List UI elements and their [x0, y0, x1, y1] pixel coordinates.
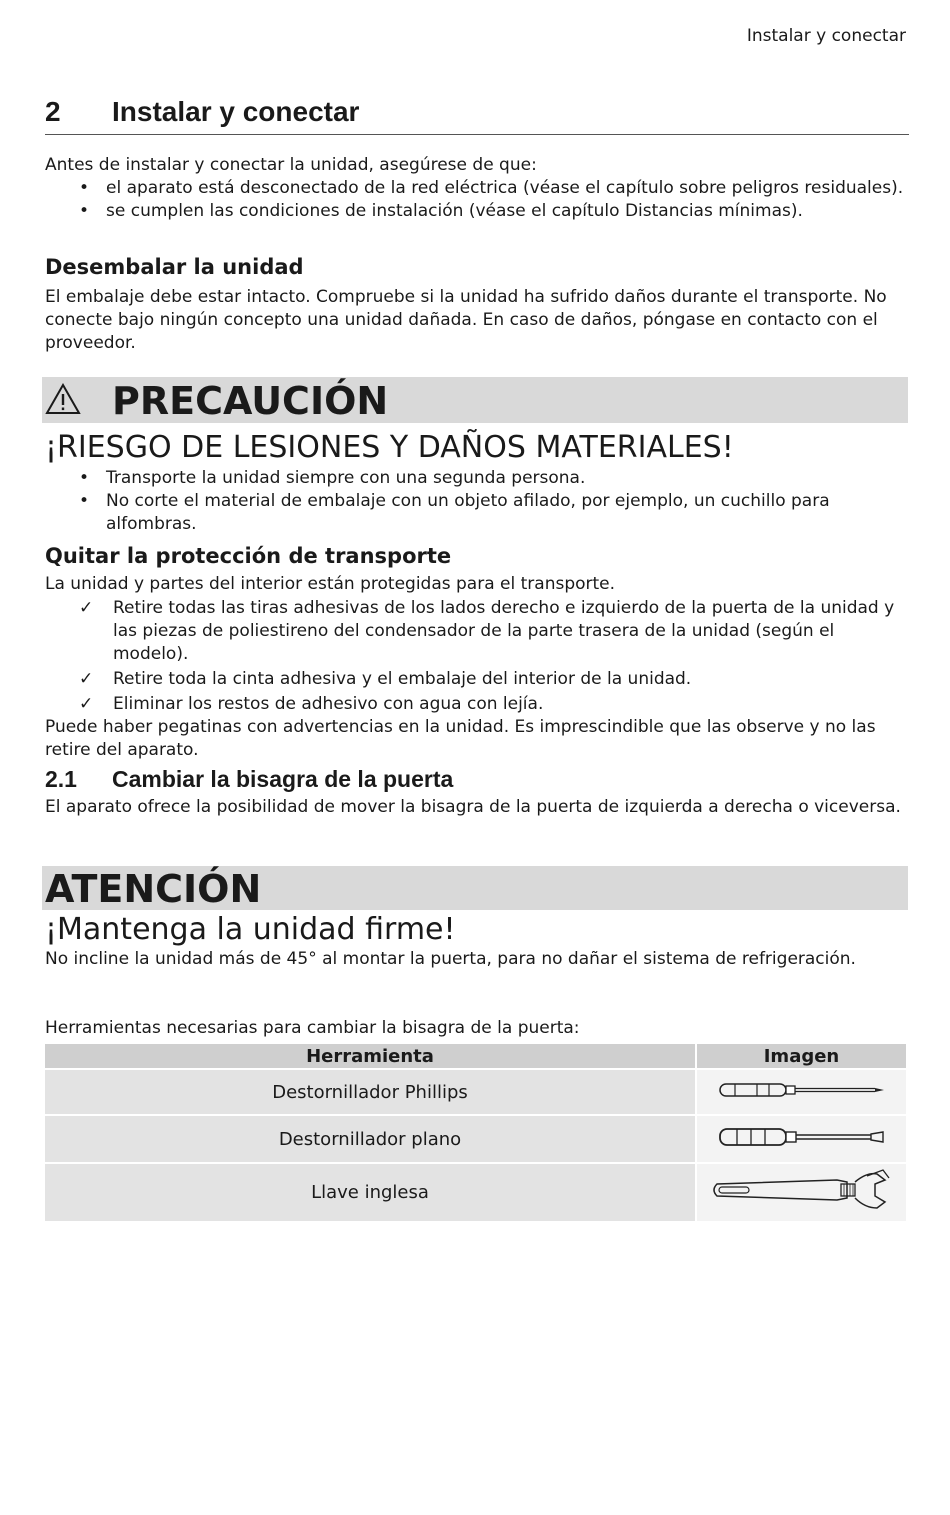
tool-name: Destornillador Phillips [45, 1069, 696, 1115]
transport-title: Quitar la protección de transporte [45, 544, 452, 568]
attention-band [42, 866, 908, 910]
col-tool-header: Herramienta [45, 1044, 696, 1069]
section-2-1-text: El aparato ofrece la posibilidad de mover la bisagra de la puerta de izquierda a derecha o viceversa. [45, 797, 901, 817]
table-row [45, 1115, 906, 1163]
transport-list [45, 597, 909, 716]
attention-body [45, 912, 909, 971]
tools-table [45, 1044, 906, 1221]
intro-item: • se cumplen las condiciones de instalación (véase el capítulo Distancias mínimas). [45, 200, 909, 223]
caution-title: PRECAUCIÓN [112, 379, 389, 423]
intro-list [45, 177, 909, 223]
transport-item: ✓ Retire toda la cinta adhesiva y el embalaje del interior de la unidad. [45, 668, 909, 691]
attention-title: ATENCIÓN [45, 867, 262, 911]
caution-item: • No corte el material de embalaje con un objeto afilado, por ejemplo, un cuchillo para alfombras. [45, 490, 909, 536]
unpack-block [45, 253, 909, 355]
tool-image-cell [696, 1069, 906, 1115]
table-row [45, 1163, 906, 1221]
chapter-title: Instalar y conectar [112, 96, 360, 127]
chapter-number: 2 [45, 96, 61, 127]
table-row [45, 1069, 906, 1115]
tools-intro: Herramientas necesarias para cambiar la bisagra de la puerta: [45, 1018, 580, 1038]
transport-note: Puede haber pegatinas con advertencias en la unidad. Es imprescindible que las observe y no las retire del aparato. [45, 717, 876, 760]
tool-name: Llave inglesa [45, 1163, 696, 1221]
section-2-1-heading [45, 766, 909, 793]
caution-band [42, 377, 908, 423]
intro-text: Antes de instalar y conectar la unidad, asegúrese de que: [45, 155, 537, 175]
transport-block [45, 542, 909, 762]
section-2-1-number: 2.1 [45, 766, 77, 792]
warning-triangle-icon [45, 383, 81, 415]
unpack-text: El embalaje debe estar intacto. Compruebe si la unidad ha sufrido daños durante el transporte. No conecte bajo ningún concepto una unidad dañada. En caso de daños, póngase en contacto con el proveedor. [45, 287, 887, 353]
table-header-row [45, 1044, 906, 1069]
transport-item: ✓ Eliminar los restos de adhesivo con agua con lejía. [45, 693, 909, 716]
caution-subtitle: ¡RIESGO DE LESIONES Y DAÑOS MATERIALES! [45, 430, 734, 465]
caution-list [45, 467, 909, 536]
running-header: Instalar y conectar [746, 26, 906, 46]
intro-item: • el aparato está desconectado de la red eléctrica (véase el capítulo sobre peligros residuales). [45, 177, 909, 200]
chapter-heading [45, 92, 909, 135]
flat-screwdriver-icon [717, 1123, 887, 1151]
unpack-title: Desembalar la unidad [45, 255, 304, 279]
transport-text: La unidad y partes del interior están protegidas para el transporte. [45, 574, 616, 594]
tool-name: Destornillador plano [45, 1115, 696, 1163]
adjustable-wrench-icon [707, 1168, 897, 1212]
phillips-screwdriver-icon [717, 1078, 887, 1102]
tool-image-cell [696, 1115, 906, 1163]
col-image-header: Imagen [696, 1044, 906, 1069]
attention-subtitle: ¡Mantenga la unidad firme! [45, 912, 456, 947]
caution-item: • Transporte la unidad siempre con una segunda persona. [45, 467, 909, 490]
attention-text: No incline la unidad más de 45° al montar la puerta, para no dañar el sistema de refrigeración. [45, 949, 856, 969]
tool-image-cell [696, 1163, 906, 1221]
transport-item: ✓ Retire todas las tiras adhesivas de los lados derecho e izquierdo de la puerta de la unidad y las piezas de poliestireno del condensador de la parte trasera de la unidad (según el modelo). [45, 597, 909, 666]
section-2-1 [45, 766, 909, 819]
tools-intro-block [45, 1017, 909, 1040]
intro-block [45, 154, 909, 223]
caution-body [45, 430, 909, 536]
section-2-1-title: Cambiar la bisagra de la puerta [112, 766, 454, 792]
